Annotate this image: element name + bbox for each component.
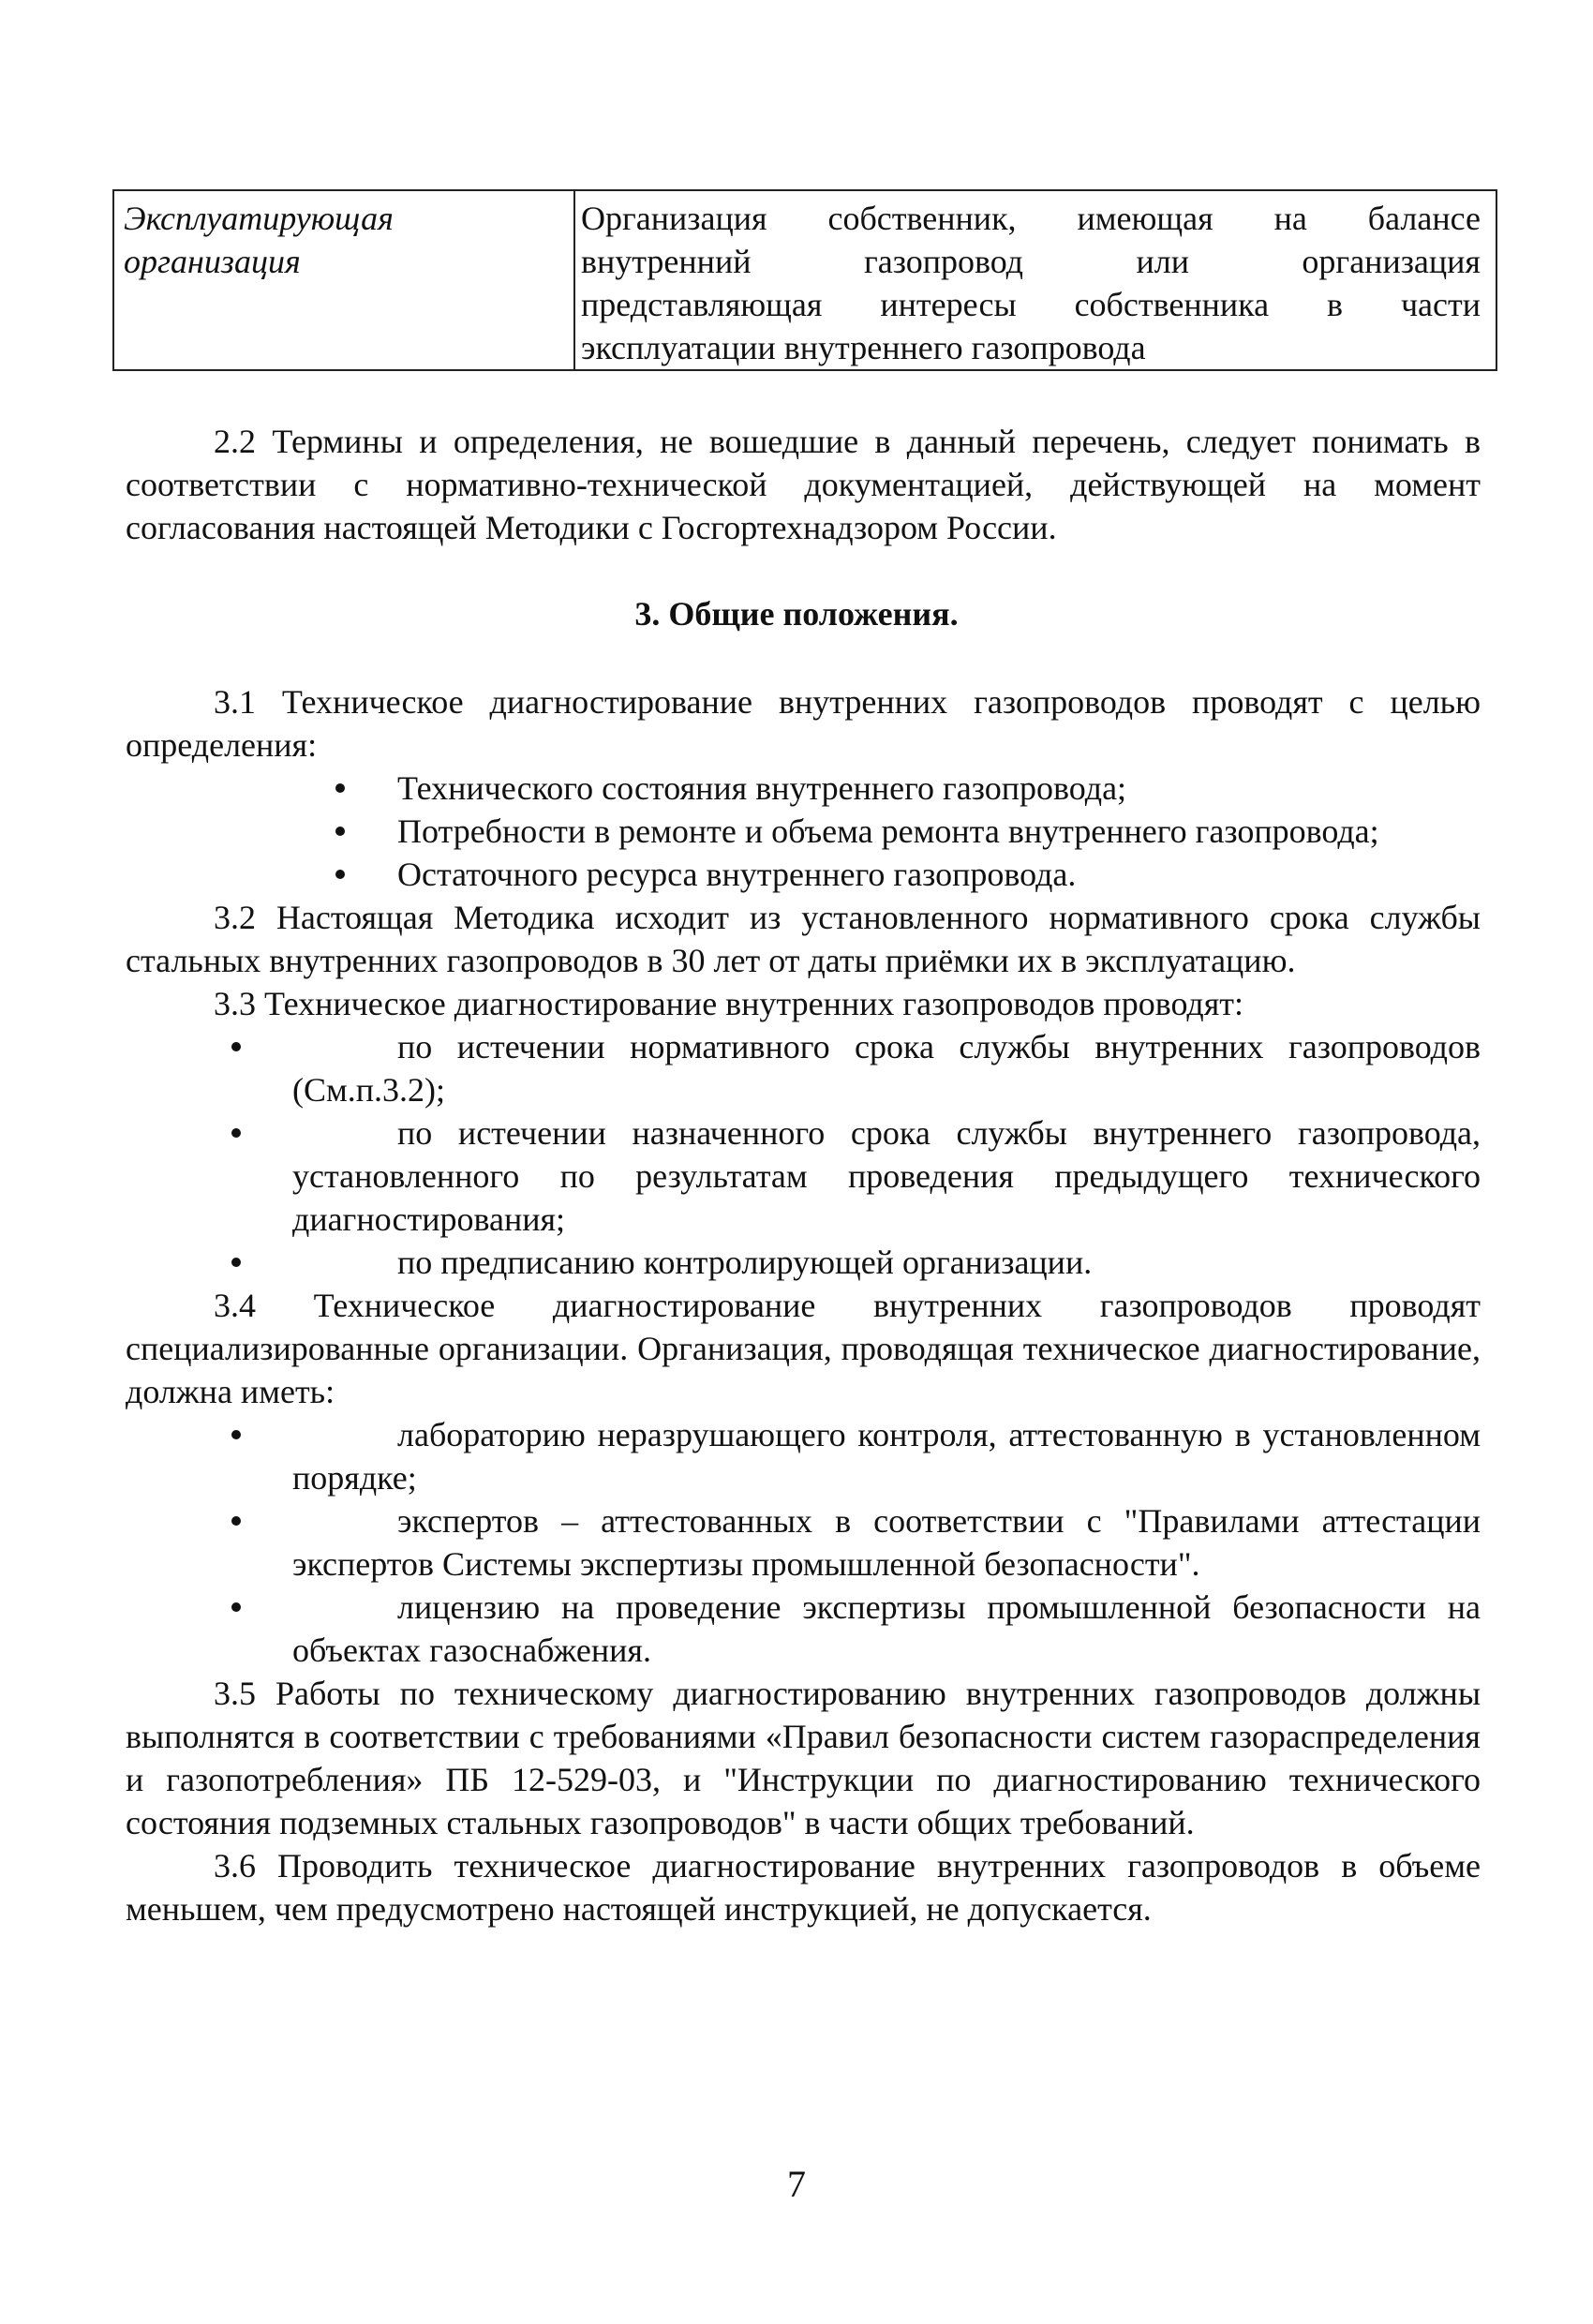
bullet-icon	[231, 1128, 241, 1138]
bullet-icon	[335, 827, 345, 836]
paragraph-3-2: 3.2 Настоящая Методика исходит из установленного нормативного срока службы стальных внутренних газопроводов в 30 лет от даты приёмки их в эксплуатацию.	[126, 899, 1481, 979]
paragraph-3-1: 3.1 Техническое диагностирование внутренних газопроводов проводят с целью определения:	[126, 683, 1481, 764]
bullet-icon	[335, 783, 345, 793]
definition-line: внутренний газопровод или организация	[581, 243, 1481, 280]
list-item: лицензию на проведение экспертизы промышленной безопасности на объектах газоснабжения.	[126, 1586, 1481, 1672]
list-item: по истечении назначенного срока службы внутреннего газопровода, установленного по результатам проведения предыдущего технического диагностирования;	[126, 1111, 1481, 1241]
list-item: Потребности в ремонте и объема ремонта внутреннего газопровода;	[126, 810, 1481, 853]
list-item: по предписанию контролирующей организации.	[126, 1241, 1481, 1284]
bullet-icon	[231, 1430, 241, 1439]
list-item: Технического состояния внутреннего газопровода;	[126, 767, 1481, 810]
bullet-icon	[231, 1602, 241, 1612]
paragraph-3-6: 3.6 Проводить техническое диагностирование внутренних газопроводов в объеме меньшем, чем предусмотрено настоящей инструкцией, не допускается.	[126, 1847, 1481, 1928]
list-3-1	[126, 767, 1481, 896]
definition-cell	[574, 190, 1496, 370]
term-cell: Эксплуатирующая организация	[113, 190, 574, 370]
list-item: экспертов – аттестованных в соответствии с "Правилами аттестации экспертов Системы экспертизы промышленной безопасности".	[126, 1499, 1481, 1586]
paragraph-3-4: 3.4 Техническое диагностирование внутренних газопроводов проводят специализированные организации. Организация, проводящая техническое диагностирование, должна иметь:	[126, 1287, 1481, 1410]
paragraph-2-2: 2.2 Термины и определения, не вошедшие в данный перечень, следует понимать в соответствии с нормативно-технической документацией, действующей на момент согласования настоящей Методики с Госгортехнадзором России.	[126, 423, 1481, 546]
paragraph-3-5: 3.5 Работы по техническому диагностированию внутренних газопроводов должны выполнятся в соответствии с требованиями «Правил безопасности систем газораспределения и газопотребления» ПБ 12-529-03, и "Инструкции по диагностированию технического состояния подземных стальных газопроводов" в части общих требований.	[126, 1675, 1481, 1841]
list-item: по истечении нормативного срока службы внутренних газопроводов (См.п.3.2);	[126, 1025, 1481, 1111]
bullet-icon	[335, 870, 345, 879]
definition-line: Организация собственник, имеющая на балансе	[581, 200, 1481, 237]
list-item: лабораторию неразрушающего контроля, аттестованную в установленном порядке;	[126, 1413, 1481, 1499]
page-number: 7	[787, 2163, 806, 2205]
bullet-icon	[231, 1042, 241, 1051]
bullet-icon	[231, 1258, 241, 1267]
paragraph-3-3: 3.3 Техническое диагностирование внутренних газопроводов проводят:	[214, 985, 1244, 1022]
section-2-block	[126, 420, 1481, 549]
table-row	[113, 190, 1496, 370]
section-3-block	[126, 680, 1481, 1930]
bullet-icon	[231, 1516, 241, 1526]
list-item: Остаточного ресурса внутреннего газопровода.	[126, 853, 1481, 896]
definition-table	[112, 189, 1497, 371]
definition-line: представляющая интересы собственника в части	[581, 286, 1481, 323]
list-3-3	[126, 1025, 1481, 1284]
definition-line: эксплуатации внутреннего газопровода	[581, 329, 1146, 366]
section-3-heading: 3. Общие положения.	[634, 595, 959, 633]
list-3-4	[126, 1413, 1481, 1672]
